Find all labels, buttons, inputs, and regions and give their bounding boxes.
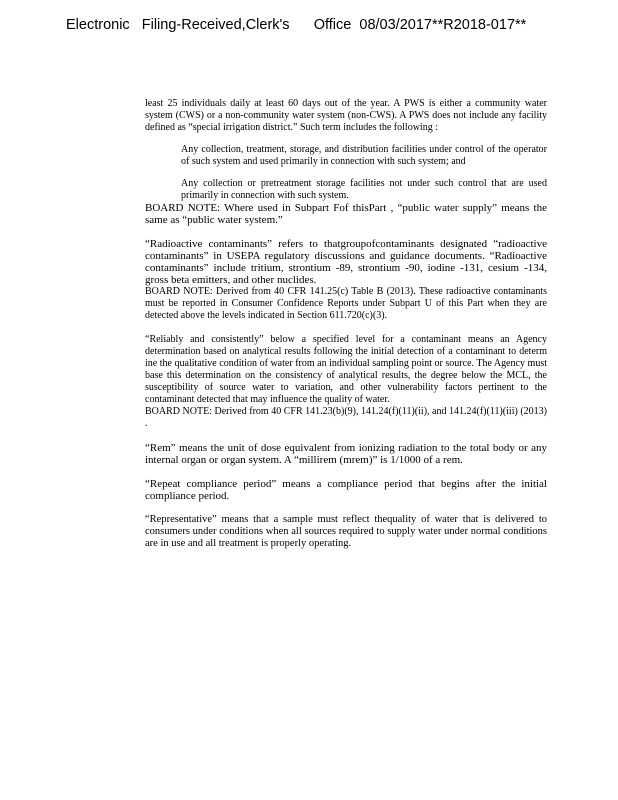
document-body — [145, 98, 547, 550]
pws-item-2: Any collection or pretreatment storage facilities not under such control that are used primarily in connection with such system. — [181, 178, 547, 201]
representative-definition: “Representative” means that a sample must reflect thequality of water that is delivered to consumers under conditions when all sources required to supply water under normal conditions are in use and all treatment is properly operating. — [145, 514, 547, 549]
filing-header: Electronic Filing-Received,Clerk's Office 08/03/2017**R2018-017** — [66, 17, 527, 33]
radioactive-contaminants-definition: “Radioactive contaminants” refers to thatgroupofcontaminants designated “radioactive contaminants” in USEPA regulatory discussions and guidance documents. “Radioactive contaminants” include tritium, strontium -89, strontium -90, iodine -131, cesium -134, gross beta emitters, and other nuclides. — [145, 238, 547, 286]
reliably-board-note: BOARD NOTE: Derived from 40 CFR 141.23(b)(9), 141.24(f)(11)(ii), and 141.24(f)(11)(iii) (2013) . — [145, 406, 547, 429]
radioactive-board-note: BOARD NOTE: Derived from 40 CFR 141.25(c) Table B (2013). These radioactive contaminants must be reported in Consumer Confidence Reports under Subpart U of this Part when they are detected above the levels indicated in Section 611.720(c)(3). — [145, 286, 547, 321]
rem-definition: “Rem” means the unit of dose equivalent from ionizing radiation to the total body or any internal organ or organ system. A “millirem (mrem)” is 1/1000 of a rem. — [145, 442, 547, 466]
pws-definition-continued: least 25 individuals daily at least 60 days out of the year. A PWS is either a community water system (CWS) or a non-community water system (non-CWS). A PWS does not include any facility defined as “special irrigation district.” Such term includes the following : — [145, 98, 547, 133]
reliably-consistently-definition: “Reliably and consistently” below a specified level for a contaminant means an Agency determination based on analytical results following the initial detection of a contaminant to determ ine the qualitative condition of water from an individual sampling point or source. The Agency must base this determination on the consistency of analytical results, the degree below the MCL, the susceptibility of source water to variation, and other vulnerability factors pertinent to the contaminant detected that may influence the quality of water. — [145, 334, 547, 405]
pws-board-note: BOARD NOTE: Where used in Subpart Fof thisPart , “public water supply” means the same as “public water system.” — [145, 202, 547, 226]
pws-item-1: Any collection, treatment, storage, and distribution facilities under control of the operator of such system and used primarily in connection with such system; and — [181, 144, 547, 167]
repeat-compliance-period-definition: “Repeat compliance period” means a compliance period that begins after the initial compliance period. — [145, 478, 547, 502]
